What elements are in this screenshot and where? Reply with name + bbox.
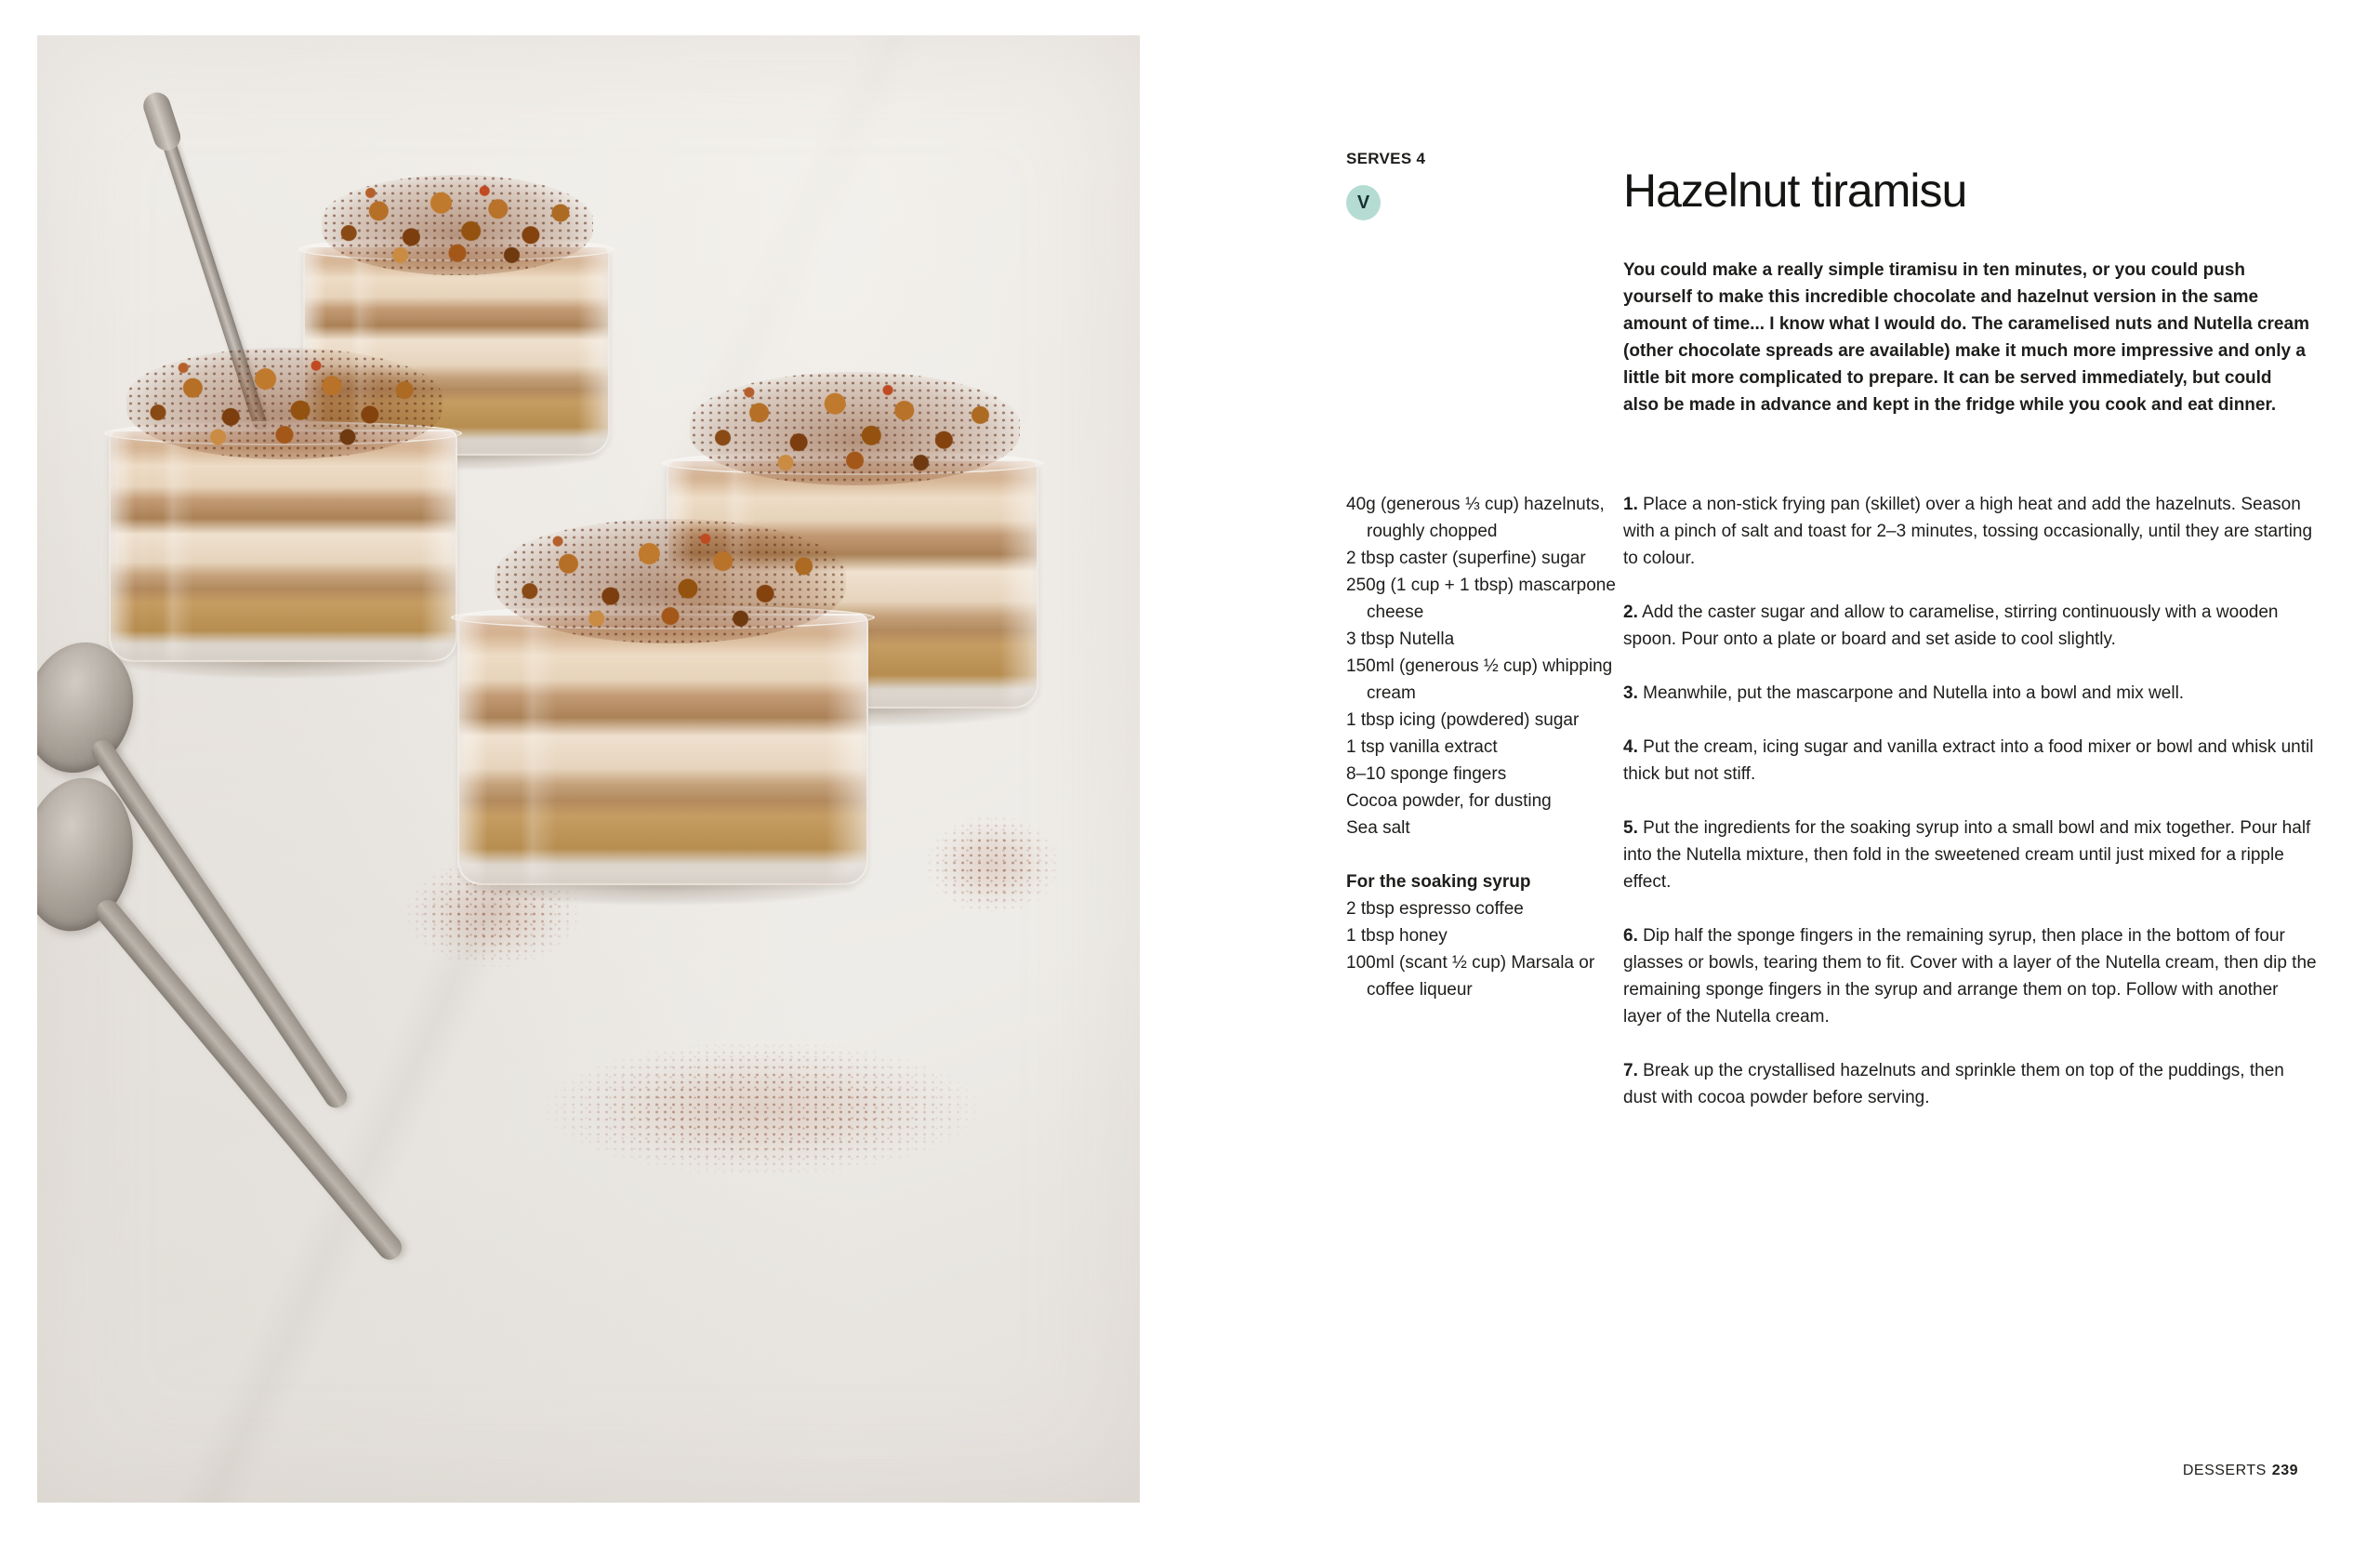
step-text: Place a non-stick frying pan (skillet) over a high heat and add the hazelnuts. Season with a pinch of salt and toast for 2–3 minutes, tossing occasionally, until they are starting to colour. bbox=[1623, 495, 2313, 568]
step bbox=[1623, 1057, 2319, 1111]
step-number: 3. bbox=[1623, 683, 1638, 703]
hazelnut-topping bbox=[126, 348, 443, 459]
cocoa-dust-patch bbox=[544, 1041, 981, 1176]
page-footer bbox=[2183, 1462, 2298, 1480]
footer-page-number: 239 bbox=[2271, 1463, 2298, 1478]
step-number: 4. bbox=[1623, 737, 1638, 757]
ingredient-item: 2 tbsp caster (superfine) sugar bbox=[1346, 549, 1586, 568]
step-text: Dip half the sponge fingers in the remaining syrup, then place in the bottom of four glasses or bowls, tearing them to fit. Cover with a layer of the Nutella cream, then dip the remaining sponge fingers in the syrup and arrange them on top. Follow with another layer of the Nutella cream. bbox=[1623, 926, 2317, 1027]
recipe-intro: You could make a really simple tiramisu in ten minutes, or you could push yourself to make this incredible chocolate and hazelnut version in the same amount of time... I know what I would do. The caramelised nuts and Nutella cream (other chocolate spreads are available) make it much more impressive and only a little bit more complicated to prepare. It can be served immediately, but could also be made in advance and kept in the fridge while you cook and eat dinner. bbox=[1623, 260, 2309, 415]
ingredient-item: 1 tbsp honey bbox=[1346, 926, 1448, 946]
hazelnut-topping bbox=[495, 519, 846, 643]
step bbox=[1623, 680, 2319, 707]
ingredient-item: 150ml (generous ½ cup) whipping cream bbox=[1346, 656, 1613, 703]
step-number: 2. bbox=[1623, 603, 1638, 622]
ingredient-item: 2 tbsp espresso coffee bbox=[1346, 899, 1524, 919]
ingredients-list bbox=[1346, 491, 1621, 1003]
step bbox=[1623, 734, 2319, 788]
ingredient-item: 250g (1 cup + 1 tbsp) mascarpone cheese bbox=[1346, 576, 1616, 622]
step-number: 5. bbox=[1623, 818, 1638, 838]
soaking-syrup-header: For the soaking syrup bbox=[1346, 872, 1531, 892]
serves-label: SERVES 4 bbox=[1346, 150, 1426, 167]
step-text: Put the cream, icing sugar and vanilla extract into a food mixer or bowl and whisk until thick but not stiff. bbox=[1623, 737, 2314, 784]
step bbox=[1623, 599, 2319, 653]
step-text: Add the caster sugar and allow to caramelise, stirring continuously with a wooden spoon. Pour onto a plate or board and set aside to cool slightly. bbox=[1623, 603, 2279, 649]
step-number: 7. bbox=[1623, 1061, 1638, 1080]
step bbox=[1623, 491, 2319, 572]
ingredient-item: 100ml (scant ½ cup) Marsala or coffee liqueur bbox=[1346, 953, 1595, 1000]
step bbox=[1623, 815, 2319, 895]
ingredient-item: Cocoa powder, for dusting bbox=[1346, 791, 1552, 811]
ingredient-item: 40g (generous ⅓ cup) hazelnuts, roughly chopped bbox=[1346, 495, 1605, 541]
ingredient-item: 1 tbsp icing (powdered) sugar bbox=[1346, 710, 1580, 730]
ingredient-item: 3 tbsp Nutella bbox=[1346, 629, 1455, 649]
method-steps bbox=[1623, 491, 2319, 1138]
step-text: Put the ingredients for the soaking syrup into a small bowl and mix together. Pour half into the Nutella mixture, then fold in the sweetened cream until just mixed for a ripple effect. bbox=[1623, 818, 2311, 892]
vegetarian-badge: V bbox=[1346, 185, 1381, 220]
recipe-photo bbox=[37, 35, 1140, 1503]
step-text: Break up the crystallised hazelnuts and sprinkle them on top of the puddings, then dust with cocoa powder before serving. bbox=[1623, 1061, 2284, 1107]
step bbox=[1623, 922, 2319, 1030]
footer-section: DESSERTS bbox=[2182, 1463, 2267, 1478]
step-text: Meanwhile, put the mascarpone and Nutella into a bowl and mix well. bbox=[1643, 683, 2185, 703]
ingredient-item: 1 tsp vanilla extract bbox=[1346, 737, 1498, 757]
tiramisu-glass-left bbox=[109, 430, 457, 662]
hazelnut-topping bbox=[322, 175, 593, 275]
hazelnut-topping bbox=[690, 372, 1020, 485]
cocoa-dust-patch bbox=[925, 815, 1060, 915]
ingredient-item: Sea salt bbox=[1346, 818, 1410, 838]
tiramisu-glass-front bbox=[457, 614, 868, 885]
step-number: 6. bbox=[1623, 926, 1638, 946]
step-number: 1. bbox=[1623, 495, 1638, 514]
ingredient-item: 8–10 sponge fingers bbox=[1346, 764, 1507, 784]
recipe-title: Hazelnut tiramisu bbox=[1623, 164, 1967, 217]
